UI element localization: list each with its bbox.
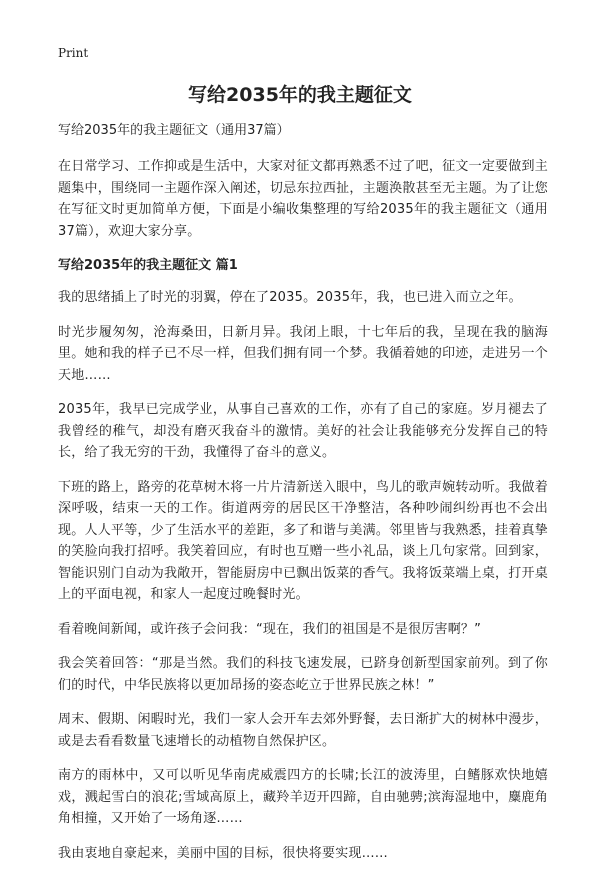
paragraph-7: 周末、假期、闲暇时光，我们一家人会开车去郊外野餐，去日渐扩大的树林中漫步，或是去看看数量飞速增长的动植物自然保护区。: [58, 712, 548, 749]
paragraph-6: 我会笑着回答：“那是当然。我们的科技飞速发展，已跻身创新型国家前列。到了你们的时代，中华民族将以更加昂扬的姿态屹立于世界民族之林！”: [58, 656, 548, 693]
paragraph-9: 我由衷地自豪起来，美丽中国的目标，很快将要实现……: [58, 845, 389, 861]
paragraph-8: 南方的雨林中，又可以听见华南虎威震四方的长啸;长江的波涛里，白鳍豚欢快地嬉戏，溅起雪白的浪花;雪域高原上，藏羚羊迈开四蹄，自由驰骋;滨海湿地中，麋鹿角角相撞，又开始了一场角逐……: [58, 768, 548, 826]
page-title: 写给2035年的我主题征文: [188, 84, 412, 106]
paragraph-4: 下班的路上，路旁的花草树木将一片片清新送入眼中，鸟儿的歌声婉转动听。我做着深呼吸，结束一天的工作。街道两旁的居民区干净整洁，各种吵闹纠纷再也不会出现。人人平等，少了生活水平的差距，多了和谐与美满。邻里皆与我熟悉，挂着真挚的笑脸向我打招呼。我笑着回应，有时也互赠一些小礼品，谈上几句家常。回到家，智能识别门自动为我敞开，智能厨房中已飘出饭菜的香气。我将饭菜端上桌，打开桌上的平面电视，和家人一起度过晚餐时光。: [58, 479, 548, 602]
paragraph-5: 看着晚间新闻，或许孩子会问我：“现在，我们的祖国是不是很厉害啊？”: [58, 621, 482, 637]
paragraph-1: 我的思绪插上了时光的羽翼，停在了2035。2035年，我，也已进入而立之年。: [58, 290, 522, 305]
intro-paragraph: 在日常学习、工作抑或是生活中，大家对征文都再熟悉不过了吧，征文一定要做到主题集中，围绕同一主题作深入阐述，切忌东拉西扯，主题涣散甚至无主题。为了让您在写征文时更加简单方便，下面是小编收集整理的写给2035年的我主题征文（通用37篇），欢迎大家分享。: [58, 159, 548, 239]
paragraph-3: 2035年，我早已完成学业，从事自己喜欢的工作，亦有了自己的家庭。岁月褪去了我曾经的稚气，却没有磨灭我奋斗的激情。美好的社会让我能够充分发挥自己的特长，给了我无穷的干劲，我懂得了奋斗的意义。: [58, 402, 548, 460]
print-link[interactable]: Print: [58, 46, 89, 60]
section-heading: 写给2035年的我主题征文 篇1: [58, 258, 238, 273]
article-subtitle: 写给2035年的我主题征文（通用37篇）: [58, 123, 290, 138]
paragraph-2: 时光步履匆匆，沧海桑田，日新月异。我闭上眼，十七年后的我，呈现在我的脑海里。她和我的样子已不尽一样，但我们拥有同一个梦。我循着她的印迹，走进另一个天地……: [58, 324, 548, 383]
article-body: [58, 120, 548, 877]
